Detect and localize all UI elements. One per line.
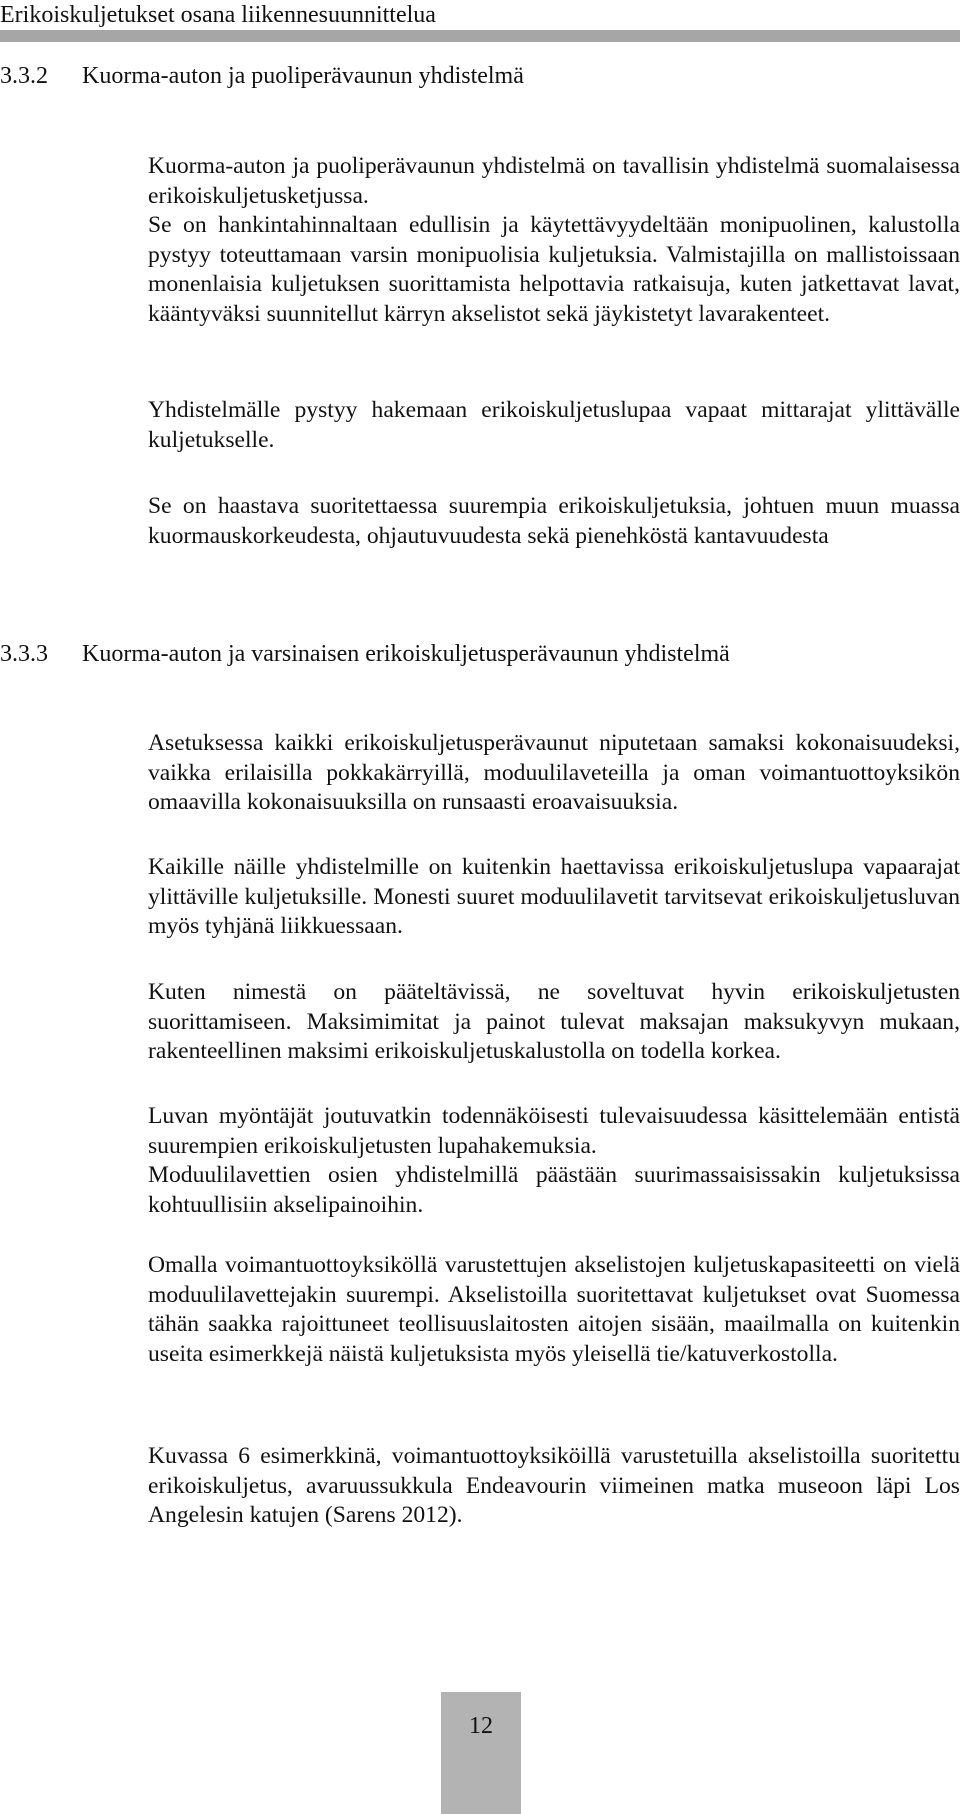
paragraph: Moduulilavettien osien yhdistelmillä päästään suurimassaisissakin kuljetuksissa kohtuullisiin akselipainoihin. [148,1162,960,1218]
paragraph: Kuvassa 6 esimerkkinä, voimantuottoyksiköillä varustetuilla akselistoilla suoritettu erikoiskuljetus, avaruussukkula Endeavourin viimeinen matka museoon läpi Los Angelesin katujen (Sarens 2012). [148,1443,960,1528]
section-heading-3-3-3 [0,640,730,668]
page-number-box [441,1692,521,1814]
paragraph: Yhdistelmälle pystyy hakemaan erikoiskuljetuslupaa vapaat mittarajat ylittävälle kuljetukselle. [148,397,960,453]
section-title: Kuorma-auton ja puoliperävaunun yhdistelmä [82,63,524,89]
section-heading-3-3-2 [0,62,524,90]
paragraph: Se on hankintahinnaltaan edullisin ja käytettävyydeltään monipuolinen, kalustolla pystyy toteuttamaan varsin monipuolisia kuljetuksia. Valmistajilla on mallistoissaan monenlaisia kuljetuksen suorittamista helpottavia ratkaisuja, kuten jatkettavat lavat, kääntyväksi suunnitellut kärryn akselistot sekä jäykistetyt lavarakenteet. [148,212,960,327]
section-number: 3.3.3 [0,641,48,667]
paragraph: Omalla voimantuottoyksiköllä varustettujen akselistojen kuljetuskapasiteetti on vielä moduulilavettejakin suurempi. Akselistoilla suoritettavat kuljetukset ovat Suomessa tähän saakka rajoittuneet teollisuuslaitosten aitojen sisään, maailmalla on kuitenkin useita esimerkkejä näistä kuljetuksista myös yleisellä tie/katuverkostolla. [148,1252,960,1367]
running-header-title: Erikoiskuljetukset osana liikennesuunnittelua [0,2,436,28]
paragraph: Kuten nimestä on pääteltävissä, ne soveltuvat hyvin erikoiskuljetusten suorittamiseen. Maksimimitat ja painot tulevat maksajan maksukyvyn mukaan, rakenteellinen maksimi erikoiskuljetuskalustolla on todella korkea. [148,979,960,1064]
section-number: 3.3.2 [0,63,48,89]
header-rule [0,30,960,42]
paragraph: Kuorma-auton ja puoliperävaunun yhdistelmä on tavallisin yhdistelmä suomalaisessa erikoiskuljetusketjussa. [148,153,960,209]
section-title: Kuorma-auton ja varsinaisen erikoiskuljetusperävaunun yhdistelmä [82,641,730,667]
paragraph: Kaikille näille yhdistelmille on kuitenkin haettavissa erikoiskuljetuslupa vapaarajat ylittäville kuljetuksille. Monesti suuret moduulilavetit tarvitsevat erikoiskuljetusluvan myös tyhjänä liikkuessaan. [148,854,960,939]
page-number: 12 [469,1713,493,1739]
paragraph: Luvan myöntäjät joutuvatkin todennäköisesti tulevaisuudessa käsittelemään entistä suurempien erikoiskuljetusten lupahakemuksia. [148,1103,960,1159]
paragraph: Asetuksessa kaikki erikoiskuljetusperävaunut niputetaan samaksi kokonaisuudeksi, vaikka erilaisilla pokkakärryillä, moduulilaveteilla ja oman voimantuottoyksikön omaavilla kokonaisuuksilla on runsaasti eroavaisuuksia. [148,730,960,815]
paragraph: Se on haastava suoritettaessa suurempia erikoiskuljetuksia, johtuen muun muassa kuormauskorkeudesta, ohjautuvuudesta sekä pienehköstä kantavuudesta [148,493,960,549]
